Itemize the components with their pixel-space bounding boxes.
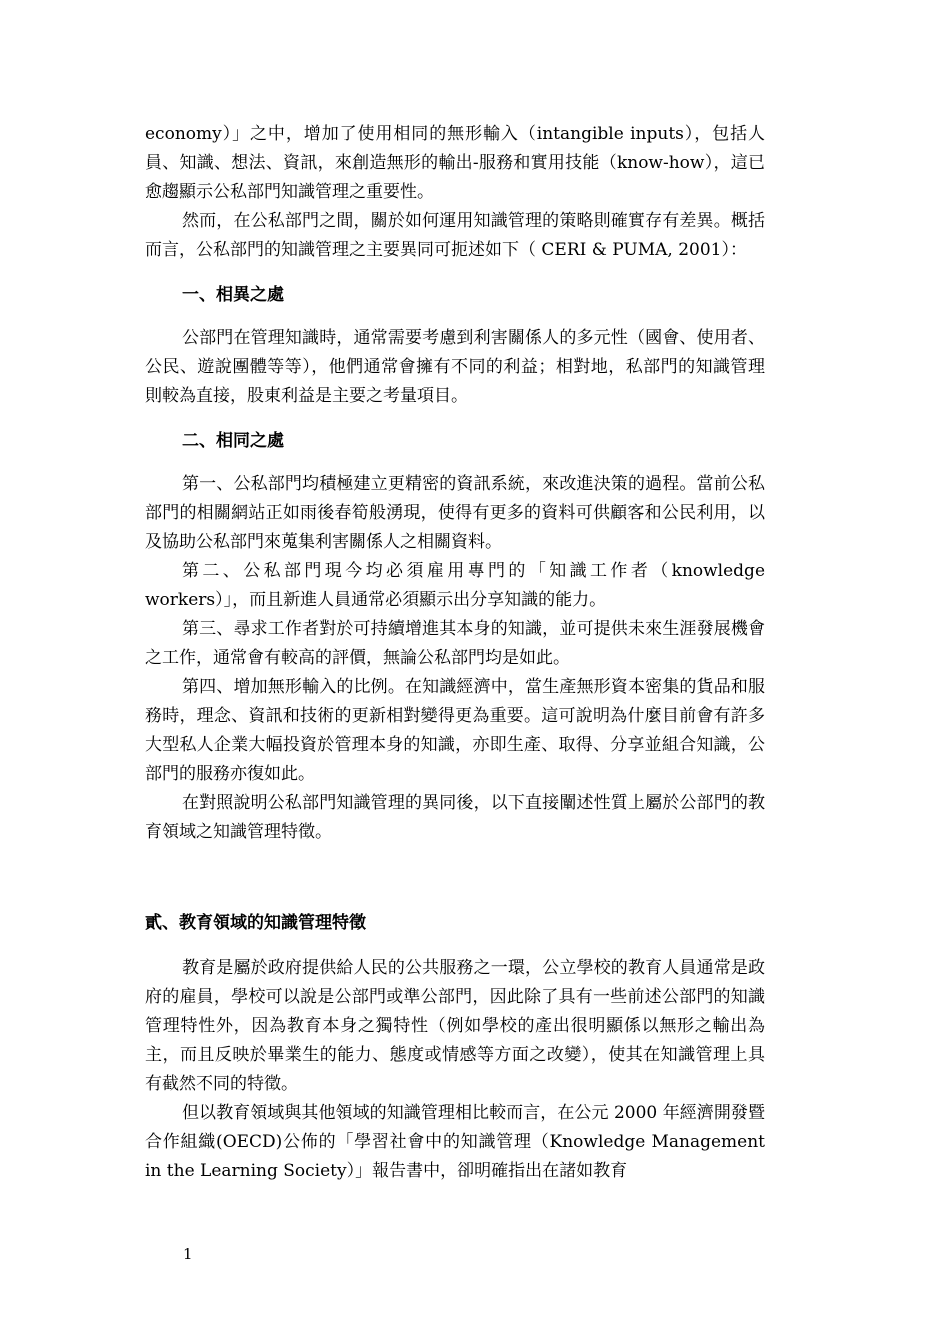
- paragraph-similarity-2: 第二、公私部門現今均必須雇用專門的「知識工作者（knowledge workers）」，而且新進人員通常必須顯示出分享知識的能力。: [145, 561, 765, 610]
- paragraph-similarity-1: 第一、公私部門均積極建立更精密的資訊系統，來改進決策的過程。當前公私部門的相關網站正如雨後春筍般湧現，使得有更多的資料可供顧客和公民利用，以及協助公私部門來蒐集利害關係人之相關資料。: [145, 474, 765, 552]
- document-body: [145, 120, 765, 1186]
- paragraph-differences: 公部門在管理知識時，通常需要考慮到利害關係人的多元性（國會、使用者、公民、遊說團體等等），他們通常會擁有不同的利益；相對地，私部門的知識管理則較為直接，股東利益是主要之考量項目。: [145, 328, 765, 406]
- paragraph-education-2: 但以教育領域與其他領域的知識管理相比較而言，在公元 2000 年經濟開發暨合作組織(OECD)公佈的「學習社會中的知識管理（Knowledge Management in the Learning Society）」報告書中，卻明確指出在諸如教育: [145, 1103, 765, 1181]
- paragraph-education-1: 教育是屬於政府提供給人民的公共服務之一環，公立學校的教育人員通常是政府的雇員，學校可以說是公部門或準公部門，因此除了具有一些前述公部門的知識管理特性外，因為教育本身之獨特性（例如學校的產出很明顯係以無形之輸出為主，而且反映於畢業生的能力、態度或情感等方面之改變），使其在知識管理上具有截然不同的特徵。: [145, 958, 765, 1094]
- paragraph-transition: 在對照說明公私部門知識管理的異同後，以下直接闡述性質上屬於公部門的教育領域之知識管理特徵。: [145, 793, 765, 842]
- heading-similarities: 二、相同之處: [182, 431, 284, 451]
- section-heading-education: 貳、教育領域的知識管理特徵: [145, 913, 366, 933]
- heading-differences: 一、相異之處: [182, 285, 284, 305]
- paragraph-continuation: economy）」之中，增加了使用相同的無形輸入（intangible inputs），包括人員、知識、想法、資訊，來創造無形的輸出-服務和實用技能（know-how），這已愈趨顯示公私部門知識管理之重要性。: [145, 124, 765, 202]
- paragraph-similarity-4: 第四、增加無形輸入的比例。在知識經濟中，當生產無形資本密集的貨品和服務時，理念、資訊和技術的更新相對變得更為重要。這可說明為什麼目前會有許多大型私人企業大幅投資於管理本身的知識，亦即生產、取得、分享並組合知識，公部門的服務亦復如此。: [145, 677, 765, 784]
- paragraph-similarity-3: 第三、尋求工作者對於可持續增進其本身的知識，並可提供未來生涯發展機會之工作，通常會有較高的評價，無論公私部門均是如此。: [145, 619, 765, 668]
- paragraph-comparison-intro: 然而，在公私部門之間，關於如何運用知識管理的策略則確實存有差異。概括而言，公私部門的知識管理之主要異同可扼述如下（ CERI & PUMA, 2001）：: [145, 211, 765, 260]
- page-number: 1: [183, 1245, 193, 1263]
